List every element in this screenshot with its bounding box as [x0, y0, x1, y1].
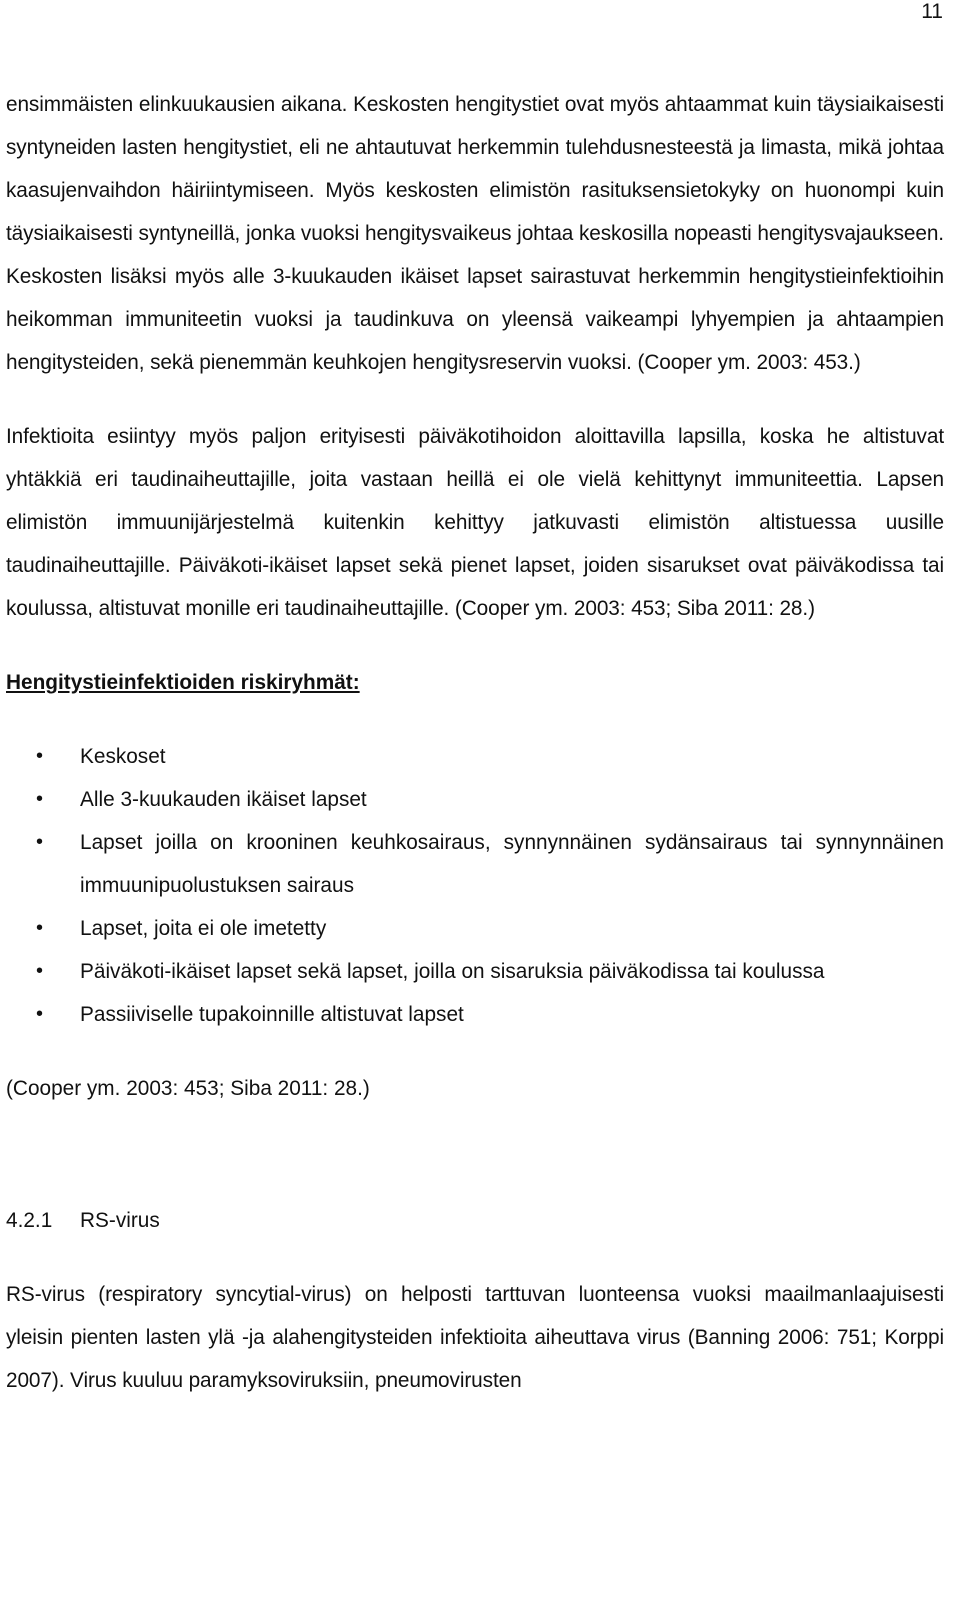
bullet-icon: • [36, 745, 44, 767]
paragraph-infektiot: Infektioita esiintyy myös paljon erityisesti päiväkotihoidon aloittavilla lapsilla, koska he altistuvat yhtäkkiä eri taudinaiheuttajille, joita vastaan heillä ei ole vielä kehittynyt immuniteettia. Lapsen elimistön immuunijärjestelmä kuitenkin kehittyy jatkuvasti elimistön altistuessa uusille taudinaiheuttajille. Päiväkoti-ikäiset lapset sekä pienet lapset, joiden sisarukset ovat päiväkodissa tai koulussa, altistuvat monille eri taudinaiheuttajille. (Cooper ym. 2003: 453; Siba 2011: 28.) [6, 425, 944, 620]
list-item [6, 821, 944, 907]
list-item-text: Lapset joilla on krooninen keuhkosairaus, synnynnäinen sydänsairaus tai synnynnäinen immuunipuolustuksen sairaus [80, 831, 944, 897]
page-number: 11 [921, 0, 943, 23]
section-title: RS-virus [80, 1209, 160, 1232]
bullet-icon: • [36, 788, 44, 810]
bullet-icon: • [36, 917, 44, 939]
risk-groups-heading: Hengitystieinfektioiden riskiryhmät: [6, 671, 360, 694]
risk-groups-list [6, 735, 944, 1036]
list-item [6, 950, 944, 993]
risk-groups-citation: (Cooper ym. 2003: 453; Siba 2011: 28.) [6, 1077, 370, 1100]
bullet-icon: • [36, 960, 44, 982]
paragraph-keskoset: ensimmäisten elinkuukausien aikana. Keskosten hengitystiet ovat myös ahtaammat kuin täysiaikaisesti syntyneiden lasten hengitystiet, eli ne ahtautuvat herkemmin tulehdusnesteestä ja limasta, mikä johtaa kaasujenvaihdon häiriintymiseen. Myös keskosten elimistön rasituksensietokyky on huonompi kuin täysiaikaisesti syntyneillä, jonka vuoksi hengitysvaikeus johtaa keskosilla nopeasti hengitysvajaukseen. Keskosten lisäksi myös alle 3-kuukauden ikäiset lapset sairastuvat herkemmin hengitystieinfektioihin heikomman immuniteetin vuoksi ja taudinkuva on yleensä vaikeampi lyhyempien ja ahtaampien hengitysteiden, sekä pienemmän keuhkojen hengitysreservin vuoksi. (Cooper ym. 2003: 453.) [6, 93, 944, 374]
list-item-text: Lapset, joita ei ole imetetty [80, 917, 327, 940]
list-item-text: Keskoset [80, 745, 166, 768]
list-item [6, 993, 944, 1036]
list-item-text: Passiiviselle tupakoinnille altistuvat lapset [80, 1003, 464, 1026]
section-heading [6, 1199, 944, 1242]
section-number: 4.2.1 [6, 1209, 53, 1232]
list-item [6, 735, 944, 778]
bullet-icon: • [36, 1003, 44, 1025]
list-item [6, 907, 944, 950]
list-item-text: Alle 3-kuukauden ikäiset lapset [80, 788, 367, 811]
document-body [6, 83, 944, 1402]
paragraph-rs-virus: RS-virus (respiratory syncytial-virus) on helposti tarttuvan luonteensa vuoksi maailmanlaajuisesti yleisin pienten lasten ylä -ja alahengitysteiden infektioita aiheuttava virus (Banning 2006: 751; Korppi 2007). Virus kuuluu paramyksoviruksiin, pneumovirusten [6, 1283, 944, 1392]
bullet-icon: • [36, 831, 44, 853]
list-item [6, 778, 944, 821]
list-item-text: Päiväkoti-ikäiset lapset sekä lapset, joilla on sisaruksia päiväkodissa tai koulussa [80, 960, 825, 983]
